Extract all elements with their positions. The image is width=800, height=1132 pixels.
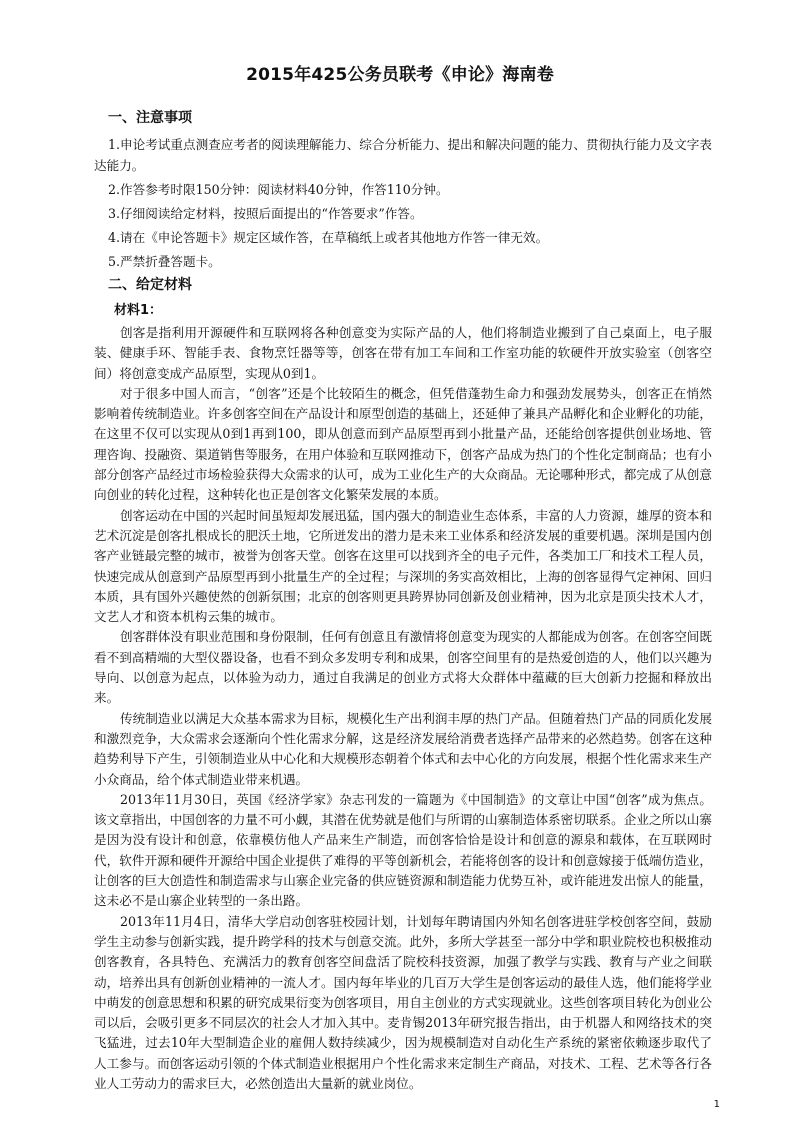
note-item: 4.请在《申论答题卡》规定区域作答，在草稿纸上或者其他地方作答一律无效。 [108, 230, 549, 245]
material-paragraph: 对于很多中国人而言，“创客”还是个比较陌生的概念，但凭借蓬勃生命力和强劲发展势头，创客正在悄然影响着传统制造业。许多创客空间在产品设计和原型创造的基础上，还延伸了兼具产品孵化和企业孵化的功能，在这里不仅可以实现从0到1再到100，即从创意而到产品原型再到小批量产品，还能给创客提供创业场地、管理咨询、投融资、渠道销售等服务，在用户体验和互联网推动下，创客产品成为热门的个性化定制商品；也有小部分创客产品经过市场检验获得大众需求的认可，成为工业化生产的大众商品。无论哪种形式，都完成了从创意向创业的转化过程，这种转化也正是创客文化繁荣发展的本质。 [94, 385, 712, 503]
material-paragraph: 传统制造业以满足大众基本需求为目标，规模化生产出利润丰厚的热门产品。但随着热门产品的同质化发展和激烈竞争，大众需求会逐渐向个性化需求分解，这是经济发展给消费者选择产品带来的必然趋势。创客在这种趋势利导下产生，引领制造业从中心化和大规模形态朝着个体式和去中心化的方向发展，根据个性化需求来生产小众商品，给个体式制造业带来机遇。 [94, 710, 712, 787]
section-heading-notes: 一、注意事项 [108, 110, 192, 126]
material-paragraph: 2013年11月30日，英国《经济学家》杂志刊发的一篇题为《中国制造》的文章让中国“创客”成为焦点。该文章指出，中国创客的力量不可小觑，其潜在优势就是他们与所谓的山寨制造体系密切联系。企业之所以山寨是因为没有设计和创意，依靠模仿他人产品来生产制造，而创客恰恰是设计和创意的源泉和载体，在互联网时代，软件开源和硬件开源给中国企业提供了难得的平等创新机会，若能将创客的设计和创意嫁接于低端仿造业，让创客的巨大创造性和制造需求与山寨企业完备的供应链资源和制造能力优势互补，或许能进发出惊人的能量，这未必不是山寨企业转型的一条出路。 [94, 791, 712, 909]
page-number: 1 [713, 1099, 720, 1110]
material-paragraph: 创客群体没有职业范围和身份限制，任何有创意且有激情将创意变为现实的人都能成为创客。在创客空间既看不到高精端的大型仪器设备，也看不到众多发明专利和成果，创客空间里有的是热爱创造的人，他们以兴趣为导向、以创意为起点，以体验为动力，通过自我满足的创业方式将大众群体中蕴藏的巨大创新力挖掘和释放出来。 [94, 629, 712, 706]
material-paragraph: 创客运动在中国的兴起时间虽短却发展迅猛，国内强大的制造业生态体系，丰富的人力资源，雄厚的资本和艺术沉淀是创客扎根成长的肥沃土地，它所迸发出的潜力是未来工业体系和经济发展的重要机遇。深圳是国内创客产业链最完整的城市，被誉为创客天堂。创客在这里可以找到齐全的电子元件，各类加工厂和技术工程人员，快速完成从创意到产品原型再到小批量生产的全过程；与深圳的务实高效相比，上海的创客显得气定神闲、回归本质，具有国外兴趣使然的创新氛围；北京的创客则更具跨界协同创新及创业精神，因为北京是顶尖技术人才，文艺人才和资本机构云集的城市。 [94, 507, 712, 625]
document-title: 2015年425公务员联考《申论》海南卷 [246, 65, 554, 85]
material-label: 材料1： [114, 303, 163, 318]
note-item: 3.仔细阅读给定材料，按照后面提出的“作答要求”作答。 [108, 206, 423, 221]
note-item: 5.严禁折叠答题卡。 [108, 254, 221, 269]
material-paragraph: 创客是指利用开源硬件和互联网将各种创意变为实际产品的人，他们将制造业搬到了自己桌面上，电子服装、健康手环、智能手表、食物烹饪器等等，创客在带有加工车间和工作室功能的软硬件开放实验室（创客空间）将创意变成产品原型，实现从0到1。 [94, 325, 712, 381]
document-body [94, 108, 712, 1094]
note-item: 2.作答参考时限150分钟：阅读材料40分钟，作答110分钟。 [108, 182, 449, 197]
material-paragraph: 2013年11月4日，清华大学启动创客驻校园计划，计划每年聘请国内外知名创客进驻学校创客空间，鼓励学生主动参与创新实践，提升跨学科的技术与创意交流。此外，多所大学甚至一部分中学和职业院校也积极推动创客教育，各具特色、充满活力的教育创客空间盘活了院校科技资源，加强了教学与实践、教育与产业之间联动，培养出具有创新创业精神的一流人才。国内每年毕业的几百万大学生是创客运动的最佳人选，他们能将学业中萌发的创意思想和积累的研究成果衍变为创客项目，用自主创业的方式实现就业。这些创客项目转化为创业公司以后，会吸引更多不同层次的社会人才加入其中。麦肯锡2013年研究报告指出，由于机器人和网络技术的突飞猛进，过去10年大型制造企业的雇佣人数持续减少，因为规模制造对自动化生产系统的紧密依赖逐步取代了人工参与。而创客运动引领的个体式制造业根据用户个性化需求来定制生产商品，对技术、工程、艺术等各行各业人工劳动力的需求巨大，必然创造出大量新的就业岗位。 [94, 913, 712, 1091]
note-item: 1.申论考试重点测查应考者的阅读理解能力、综合分析能力、提出和解决问题的能力、贯彻执行能力及文字表达能力。 [94, 137, 712, 173]
section-heading-materials: 二、给定材料 [108, 277, 192, 293]
